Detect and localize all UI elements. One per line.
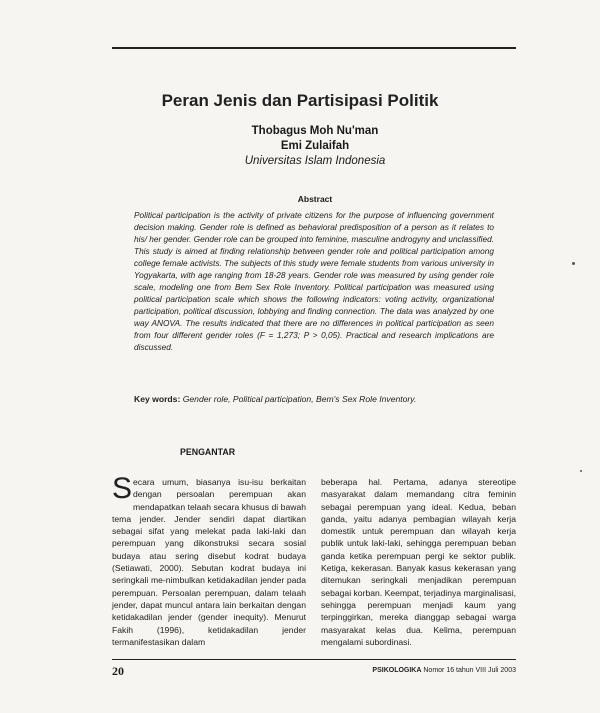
keywords-text: Gender role, Political participation, Bem's Sex Role Inventory. xyxy=(182,394,417,404)
abstract-heading: Abstract xyxy=(297,194,333,204)
paper-title: Peran Jenis dan Partisipasi Politik xyxy=(161,91,439,110)
page-number: 20 xyxy=(112,664,124,678)
abstract-body: Political participation is the activity of private citizens for the purpose of influencing government decision making. Gender role is defined as behavioral predisposition of a person as it relates to his/ her gender. Gender role can be grouped into feminine, masculine androgyny and unclassified. This study is aimed at finding relationship between gender role and political participation among college female activists. The subjects of this study were female students from various university in Yogyakarta, with age ranging from 18-28 years. Gender role was measured by using gender role scale, modeling one from Bem Sex Role Inventory. Political participation was measured using political participation scale which shows the following indicators: voting activity, organizational participation, political discussion, lobbying and finding connection. The data was analyzed by one way ANOVA. The results indicated that there are no differences in political participation as seen from four different gender roles (F = 1,273; P > 0,05). Practical and research implications are discussed. xyxy=(134,210,494,352)
author-2: Emi Zulaifah xyxy=(280,140,350,152)
scan-speck xyxy=(572,262,575,265)
journal-issue: Nomor 16 tahun VIII Juli 2003 xyxy=(423,667,516,674)
body-column-left xyxy=(112,472,306,648)
body-column-right: beberapa hal. Pertama, adanya stereotipe masyarakat dalam memandang citra feminin sebagai perempuan yang ideal. Kedua, beban ganda, yaitu adanya pembagian wilayah kerja domestik untuk perempuan dan wilayah kerja publik untuk laki-laki, sehingga perempuan beban ganda ketika perempuan pergi ke sektor publik. Ketiga, kekerasan. Banyak kasus kekerasan yang ditemukan seringkali menjadikan perempuan sebagai korban. Keempat, terjadinya marginalisasi, sehingga perempuan menjadi kaum yang terpinggirkan, mereka dianggap sebagai warga masyarakat kelas dua. Kelima, perempuan mengalami subordinasi. xyxy=(321,477,516,647)
bottom-rule xyxy=(112,659,516,660)
left-column-text: ecara umum, biasanya isu-isu berkaitan dengan persoalan perempuan akan mendapatkan telaah secara khusus di bawah tema jender. Jender sendiri dapat diartikan sebagai sifat yang melekat pada laki-laki dan perempuan yang dikonstruksi secara sosial budaya atau sering disebut kodrat budaya (Setiawati, 2000). Sebutan kodrat budaya ini seringkali me-nimbulkan ketidakadilan jender pada perempuan. Persoalan perempuan, dalam telaah jender, dapat muncul antara lain berkaitan dengan ketidakadilan jender (gender inequity). Menurut Fakih (1996), ketidakadilan jender termanifestasikan dalam xyxy=(112,477,306,647)
keywords xyxy=(134,394,494,404)
scan-speck xyxy=(580,470,582,472)
author-1: Thobagus Moh Nu'man xyxy=(251,125,379,137)
keywords-label: Key words: xyxy=(134,394,181,404)
drop-cap: S xyxy=(112,472,133,505)
section-heading: PENGANTAR xyxy=(180,447,236,457)
affiliation: Universitas Islam Indonesia xyxy=(244,155,386,167)
footer-journal xyxy=(372,667,516,674)
journal-name: PSIKOLOGIKA xyxy=(372,667,422,674)
top-rule xyxy=(112,47,516,49)
